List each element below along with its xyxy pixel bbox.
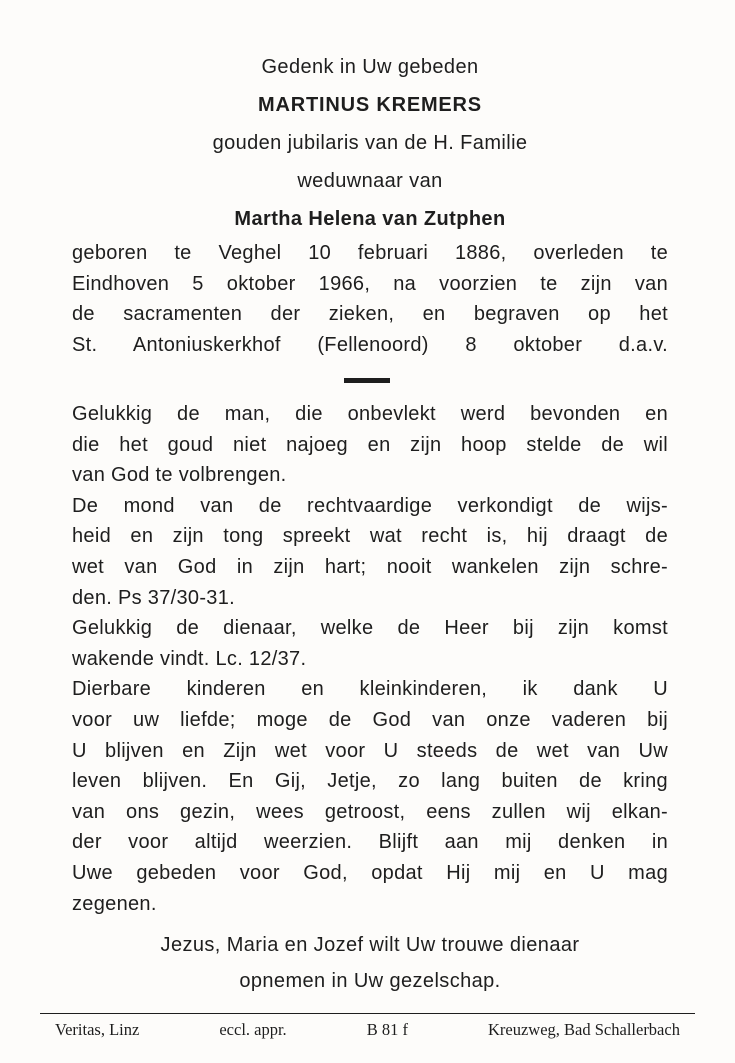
bio-line: geboren te Veghel 10 februari 1886, overleden te [72, 242, 668, 264]
body-line: Dierbare kinderen en kleinkinderen, ik dank U [72, 678, 668, 701]
body-line: voor uw liefde; moge de God van onze vaderen bij [72, 708, 668, 731]
body-line: van God te volbrengen. [72, 464, 287, 487]
card-header [60, 48, 680, 238]
divider [344, 378, 390, 383]
closing-prayer [60, 927, 680, 999]
body-line: De mond van de rechtvaardige verkondigt de wijs- [72, 494, 668, 517]
body-line: U blijven en Zijn wet voor U steeds de wet van Uw [72, 739, 668, 762]
biography [72, 238, 668, 360]
body-line: der voor altijd weerzien. Blijft aan mij denken in [72, 831, 668, 854]
body-line: wet van God in zijn hart; nooit wankelen zijn schre- [72, 555, 668, 578]
body-line: Uwe gebeden voor God, opdat Hij mij en U mag [72, 861, 668, 884]
footer-code: B 81 f [366, 1020, 408, 1039]
closing-line: Jezus, Maria en Jozef wilt Uw trouwe dienaar [160, 934, 580, 956]
body-line: leven blijven. En Gij, Jetje, zo lang buiten de kring [72, 770, 668, 793]
header-jubilee: gouden jubilaris van de H. Familie [212, 132, 528, 154]
closing-line: opnemen in Uw gezelschap. [239, 970, 501, 992]
body-line: Gelukkig de man, die onbevlekt werd bevonden en [72, 403, 668, 425]
bio-line: Eindhoven 5 oktober 1966, na voorzien te zijn van [72, 272, 668, 295]
footer-title: Kreuzweg, Bad Schallerbach [488, 1020, 680, 1039]
spouse-name: Martha Helena van Zutphen [234, 208, 506, 230]
bio-line: de sacramenten der zieken, en begraven op het [72, 303, 668, 325]
header-widower: weduwnaar van [297, 170, 443, 192]
body-line: Gelukkig de dienaar, welke de Heer bij zijn komst [72, 617, 668, 640]
body-line: die het goud niet najoeg en zijn hoop stelde de wil [72, 433, 668, 456]
body-line: zegenen. [72, 892, 157, 915]
deceased-name: MARTINUS KREMERS [258, 94, 482, 116]
body-line: heid en zijn tong spreekt wat recht is, hij draagt de [72, 525, 668, 548]
footer-publisher: Veritas, Linz [55, 1020, 140, 1039]
scripture-and-farewell [72, 399, 668, 919]
bio-line: St. Antoniuskerkhof (Fellenoord) 8 oktober d.a.v. [72, 333, 668, 356]
body-line: van ons gezin, wees getroost, eens zullen wij elkan- [72, 800, 668, 823]
header-intro: Gedenk in Uw gebeden [261, 56, 479, 78]
body-line: den. Ps 37/30-31. [72, 586, 235, 609]
body-line: wakende vindt. Lc. 12/37. [72, 647, 307, 670]
footer-approval: eccl. appr. [219, 1020, 287, 1039]
footer-rule [40, 1013, 695, 1014]
printer-footer [55, 1020, 680, 1040]
